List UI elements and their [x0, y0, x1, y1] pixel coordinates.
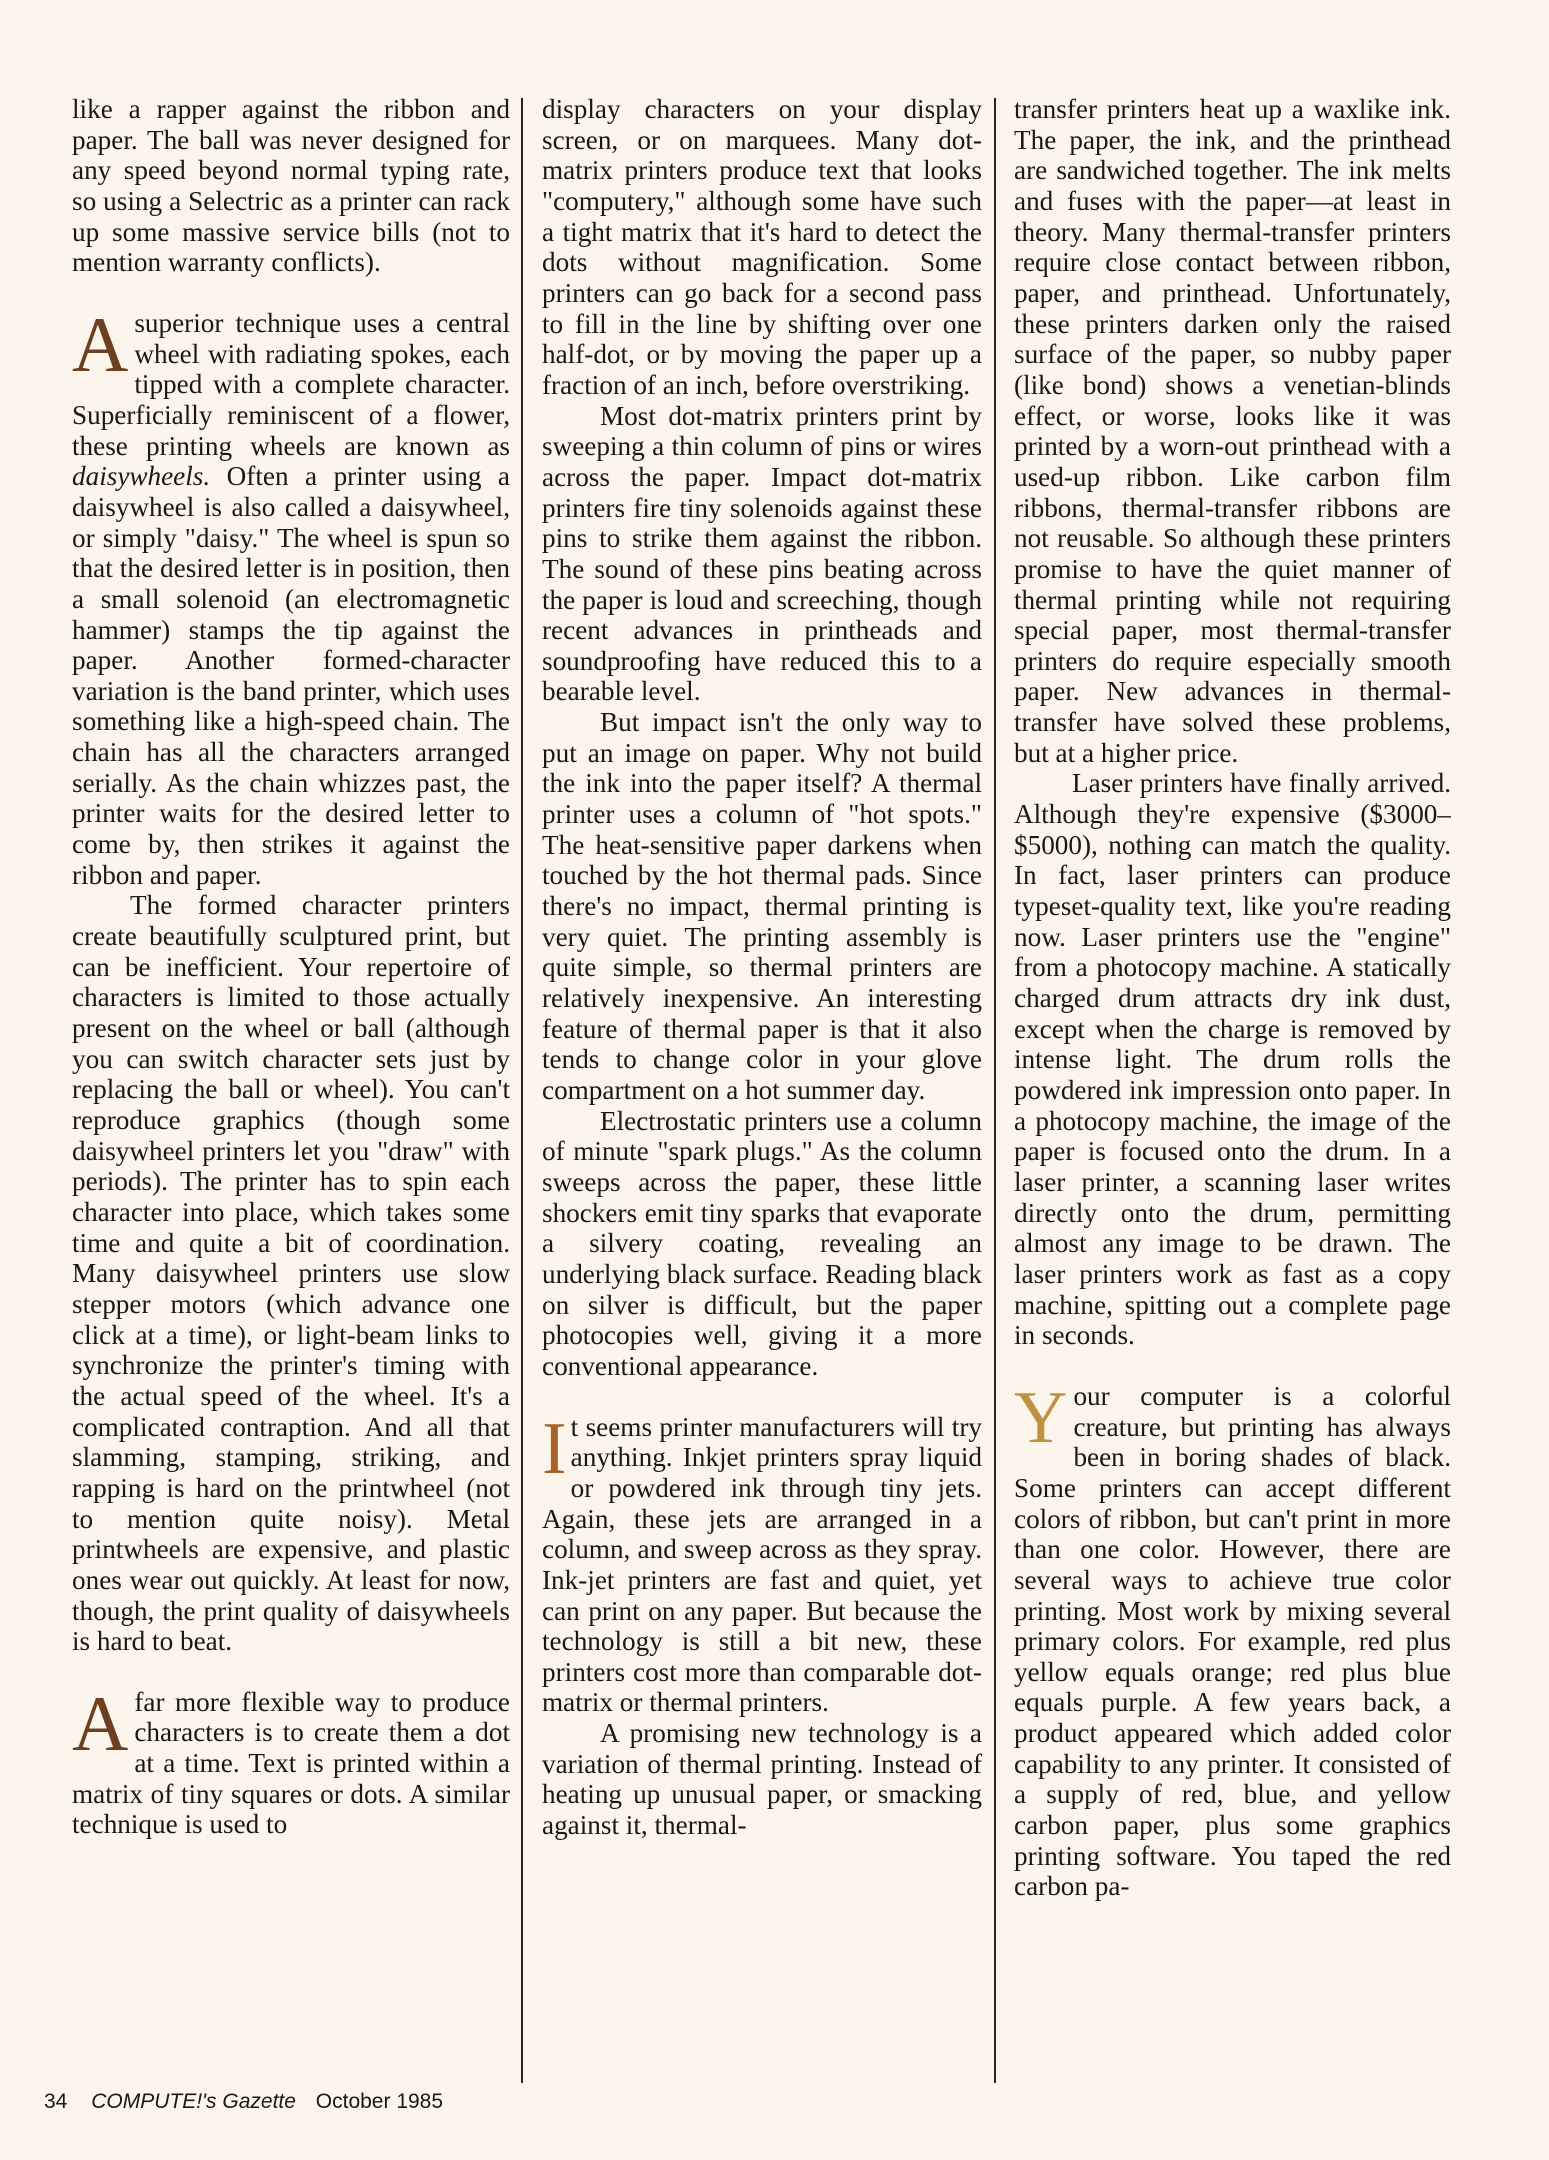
paragraph-text: far more flexible way to produce characters is to create them a dot at a time. Text is printed within a matrix of tiny squares or dots. A similar technique is used to: [72, 1686, 510, 1840]
page-number: 34: [44, 2090, 68, 2113]
drop-cap: A: [72, 300, 129, 388]
magazine-name: COMPUTE!'s Gazette: [91, 2090, 296, 2113]
paragraph-with-initial: [72, 1679, 510, 1840]
paragraph: Electrostatic printers use a column of minute "spark plugs." As the column sweeps across the paper, these little shockers emit tiny sparks that evaporate a silvery coating, revealing an underlying black surface. Reading black on silver is difficult, but the paper photocopies well, giving it a more conventional appearance.: [542, 1105, 982, 1381]
text-column-3: [1014, 94, 1451, 2084]
drop-cap: A: [72, 1679, 129, 1767]
italic-term: daisywheels.: [72, 461, 211, 492]
paragraph: like a rapper against the ribbon and paper. The ball was never designed for any speed beyond normal typing rate, so using a Selectric as a printer can rack up some massive service bills (not to mention warranty conflicts).: [72, 94, 510, 278]
issue-date: October 1985: [315, 2090, 444, 2113]
text-column-2: [542, 94, 982, 2084]
paragraph-with-initial: [542, 1407, 982, 1719]
drop-cap: I: [542, 1407, 567, 1490]
paragraph-text: Often a printer using a daisywheel is also called a daisywheel, or simply "daisy." The wheel is spun so that the desired letter is in position, then a small solenoid (an electromagnetic hammer) stamps the tip against the paper. Another formed-character variation is the band printer, which uses something like a high-speed chain. The chain has all the characters arranged serially. As the chain whizzes past, the printer waits for the desired letter to come by, then strikes it against the ribbon and paper.: [72, 461, 510, 890]
paragraph-with-initial: [72, 300, 510, 890]
paragraph: But impact isn't the only way to put an image on paper. Why not build the ink into the paper itself? A thermal printer uses a column of "hot spots." The heat-sensitive paper darkens when touched by the hot thermal pads. Since there's no impact, thermal printing is very quiet. The printing assembly is quite simple, so thermal printers are relatively inexpensive. An interesting feature of thermal paper is that it also tends to change color in your glove compartment on a hot summer day.: [542, 707, 982, 1105]
page-footer: [44, 2090, 443, 2114]
text-column-1: [72, 94, 510, 2084]
paragraph-text: our computer is a colorful creature, but printing has always been in boring shades of black. Some printers can accept different colors of ribbon, but can't print in more than one color. However, there are several ways to achieve true color printing. Most work by mixing several primary colors. For example, red plus yellow equals orange; red plus blue equals purple. A few years back, a product appeared which added color capability to any printer. It consisted of a supply of red, blue, and yellow carbon paper, plus some graphics printing software. You taped the red carbon pa-: [1014, 1380, 1451, 1902]
paragraph-text: superior technique uses a central wheel with radiating spokes, each tipped with a complete character. Superficially reminiscent of a flower, these printing wheels are known as: [72, 307, 510, 461]
paragraph: display characters on your display screen, or on marquees. Many dot-matrix printers produce text that looks "computery," although some have such a tight matrix that it's hard to detect the dots without magnification. Some printers can go back for a second pass to fill in the line by shifting over one half-dot, or by moving the paper up a fraction of an inch, before overstriking.: [542, 94, 982, 400]
paragraph: transfer printers heat up a waxlike ink. The paper, the ink, and the printhead are sandwiched together. The ink melts and fuses with the paper—at least in theory. Many thermal-transfer printers require close contact between ribbon, paper, and printhead. Unfortunately, these printers darken only the raised surface of the paper, so nubby paper (like bond) shows a venetian-blinds effect, or worse, looks like it was printed by a worn-out printhead with a used-up ribbon. Like carbon film ribbons, thermal-transfer ribbons are not reusable. So although these printers promise to have the quiet manner of thermal printing while not requiring special paper, most thermal-transfer printers do require especially smooth paper. New advances in thermal-transfer have solved these problems, but at a higher price.: [1014, 94, 1451, 768]
paragraph: The formed character printers create beautifully sculptured print, but can be inefficient. Your repertoire of characters is limited to those actually present on the wheel or ball (although you can switch character sets just by replacing the ball or wheel). You can't reproduce graphics (though some daisywheel printers let you "draw" with periods). The printer has to spin each character into place, which takes some time and quite a bit of coordination. Many daisywheel printers use slow stepper motors (which advance one click at a time), or light-beam links to synchronize the printer's timing with the actual speed of the wheel. It's a complicated contraption. And all that slamming, stamping, striking, and rapping is hard on the printwheel (not to mention quite noisy). Metal printwheels are expensive, and plastic ones wear out quickly. At least for now, though, the print quality of daisywheels is hard to beat.: [72, 890, 510, 1657]
paragraph: A promising new technology is a variation of thermal printing. Instead of heating up unusual paper, or smacking against it, thermal-: [542, 1718, 982, 1841]
column-divider: [521, 98, 523, 2083]
column-divider: [994, 98, 996, 2083]
paragraph: Laser printers have finally arrived. Although they're expensive ($3000–$5000), nothing can match the quality. In fact, laser printers can produce typeset-quality text, like you're reading now. Laser printers use the "engine" from a photocopy machine. A statically charged drum attracts dry ink dust, except when the charge is removed by intense light. The drum rolls the powdered ink impression onto paper. In a photocopy machine, the image of the paper is focused onto the drum. In a laser printer, a scanning laser writes directly onto the drum, permitting almost any image to be drawn. The laser printers work as fast as a copy machine, spitting out a complete page in seconds.: [1014, 768, 1451, 1351]
paragraph: Most dot-matrix printers print by sweeping a thin column of pins or wires across the paper. Impact dot-matrix printers fire tiny solenoids against these pins to strike them against the ribbon. The sound of these pins beating across the paper is loud and screeching, though recent advances in printheads and soundproofing have reduced this to a bearable level.: [542, 400, 982, 707]
paragraph-with-initial: [1014, 1376, 1451, 1902]
drop-cap: Y: [1014, 1376, 1068, 1459]
paragraph-text: t seems printer manufacturers will try anything. Inkjet printers spray liquid or powdered ink through tiny jets. Again, these jets are arranged in a column, and sweep across as they spray. Ink-jet printers are fast and quiet, yet can print on any paper. But because the technology is still a bit new, these printers cost more than comparable dot-matrix or thermal printers.: [542, 1411, 982, 1718]
